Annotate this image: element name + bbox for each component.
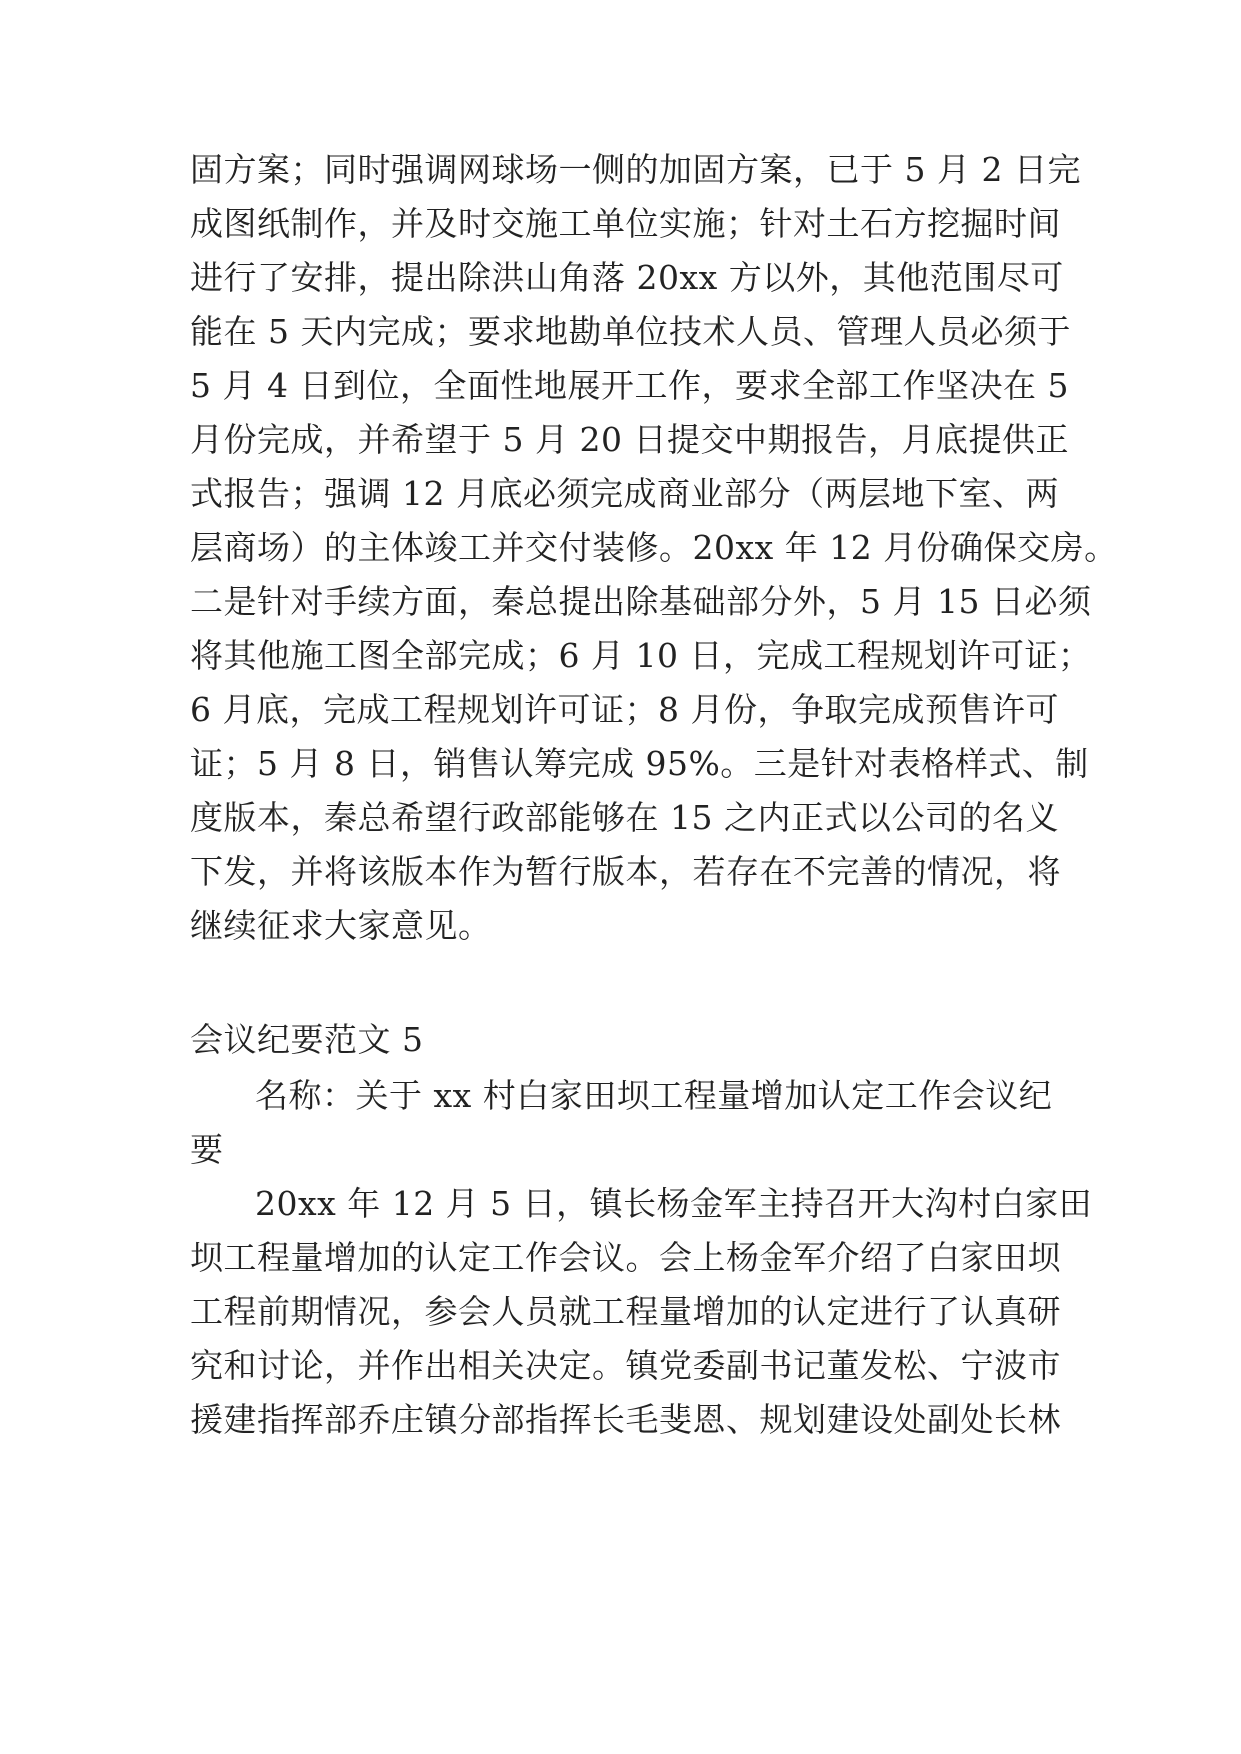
text-line: 究和讨论，并作出相关决定。镇党委副书记董发松、宁波市 <box>190 1346 1061 1385</box>
name-line: 名称：关于 xx 村白家田坝工程量增加认定工作会议纪 <box>255 1076 1053 1115</box>
text-line: 能在 5 天内完成；要求地勘单位技术人员、管理人员必须于 <box>190 312 1071 351</box>
text-line: 6 月底，完成工程规划许可证；8 月份，争取完成预售许可 <box>190 690 1059 729</box>
text-line: 层商场）的主体竣工并交付装修。20xx 年 12 月份确保交房。 <box>190 528 1118 567</box>
text-line: 坝工程量增加的认定工作会议。会上杨金军介绍了白家田坝 <box>190 1238 1061 1277</box>
text-line: 将其他施工图全部完成；6 月 10 日，完成工程规划许可证； <box>190 636 1092 675</box>
text-line: 工程前期情况，参会人员就工程量增加的认定进行了认真研 <box>190 1292 1061 1331</box>
text-line: 援建指挥部乔庄镇分部指挥长毛斐恩、规划建设处副处长林 <box>190 1400 1061 1439</box>
text-line: 进行了安排，提出除洪山角落 20xx 方以外，其他范围尽可 <box>190 258 1064 297</box>
text-line: 固方案；同时强调网球场一侧的加固方案，已于 5 月 2 日完 <box>190 150 1081 189</box>
text-line: 下发，并将该版本作为暂行版本，若存在不完善的情况，将 <box>190 852 1061 891</box>
text-line: 20xx 年 12 月 5 日，镇长杨金军主持召开大沟村白家田 <box>255 1184 1093 1223</box>
name-line: 要 <box>190 1130 224 1169</box>
text-line: 月份完成，并希望于 5 月 20 日提交中期报告，月底提供正 <box>190 420 1069 459</box>
text-line: 二是针对手续方面，秦总提出除基础部分外，5 月 15 日必须 <box>190 582 1092 621</box>
text-line: 式报告；强调 12 月底必须完成商业部分（两层地下室、两 <box>190 474 1059 513</box>
text-line: 5 月 4 日到位，全面性地展开工作，要求全部工作坚决在 5 <box>190 366 1069 405</box>
text-line: 证；5 月 8 日，销售认筹完成 95%。三是针对表格样式、制 <box>190 744 1089 783</box>
text-line: 度版本，秦总希望行政部能够在 15 之内正式以公司的名义 <box>190 798 1059 837</box>
section-title: 会议纪要范文 5 <box>190 1020 424 1059</box>
text-line: 继续征求大家意见。 <box>190 906 492 945</box>
text-line: 成图纸制作，并及时交施工单位实施；针对土石方挖掘时间 <box>190 204 1061 243</box>
